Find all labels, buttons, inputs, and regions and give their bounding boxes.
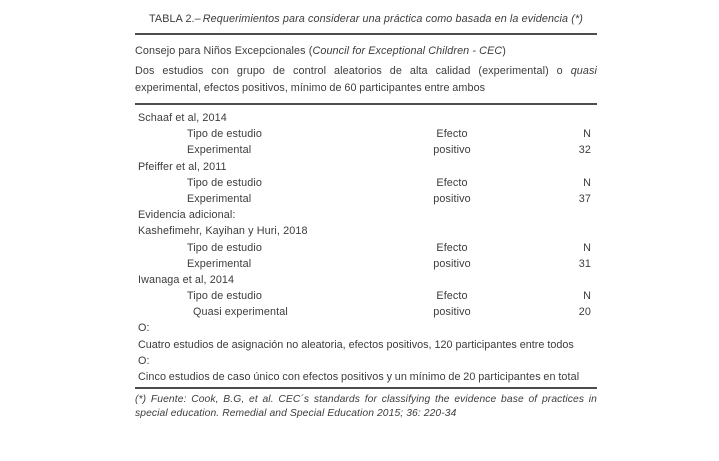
table-row (135, 207, 597, 223)
row-n-value: N (583, 241, 591, 254)
table-row (135, 272, 597, 288)
table-row (135, 110, 597, 126)
table-title-label: TABLA 2.– (149, 13, 201, 25)
row-effect-value: positivo (433, 306, 471, 319)
main-criterion-quasi: quasi (570, 65, 597, 77)
table-row (135, 175, 597, 191)
row-label: Evidencia adicional: (138, 209, 236, 222)
row-n-value: N (583, 290, 591, 303)
row-n-value: 32 (578, 144, 591, 157)
row-n-value: 31 (578, 257, 591, 270)
row-label: Experimental (187, 192, 252, 205)
footnote-citation: (*) Fuente: Cook, B.G, et al. CEC´s standards for classifying the evidence base of practices in special education. Remedial and Special Education 2015; 36: 220-34 (135, 394, 597, 419)
row-label: Tipo de estudio (187, 176, 262, 189)
organization-english-name: Council for Exceptional Children - CEC (312, 45, 503, 57)
row-effect-value: positivo (433, 192, 471, 205)
row-n-value: 37 (578, 192, 591, 205)
row-effect-value: Efecto (436, 290, 468, 303)
main-criterion-line (135, 63, 597, 97)
row-effect-value: Efecto (436, 128, 468, 141)
alternative-criterion-2: Cinco estudios de caso único con efectos positivos y un mínimo de 20 participantes en total (138, 371, 580, 384)
row-label: Tipo de estudio (187, 241, 262, 254)
row-effect-value: positivo (433, 144, 471, 157)
row-n-value: 20 (578, 306, 591, 319)
row-label: Kashefimehr, Kayihan y Huri, 2018 (138, 225, 308, 238)
table-content (135, 8, 597, 420)
alternative-criterion-1: Cuatro estudios de asignación no aleatoria, efectos positivos, 120 participantes entre todos (138, 338, 574, 351)
organization-text: Consejo para Niños Excepcionales ( (135, 45, 313, 57)
table-row (135, 256, 597, 272)
table-title-text: Requerimientos para considerar una práctica como basada en la evidencia (*) (202, 13, 583, 25)
row-n-value: N (583, 176, 591, 189)
studies-table-body (135, 110, 597, 320)
row-label: Quasi experimental (193, 306, 288, 319)
table-row (135, 142, 597, 158)
row-n-value: N (583, 128, 591, 141)
row-label: Experimental (187, 144, 252, 157)
table-row (135, 191, 597, 207)
table-row (135, 240, 597, 256)
divider-middle (135, 103, 597, 105)
table-row (135, 126, 597, 142)
organization-line (135, 43, 597, 60)
row-effect-value: Efecto (436, 176, 468, 189)
or-label: O: (138, 354, 150, 367)
row-label: Schaaf et al, 2014 (138, 112, 227, 124)
row-label: Pfeiffer et al, 2011 (138, 160, 227, 173)
row-label: Tipo de estudio (187, 128, 262, 141)
row-effect-value: positivo (433, 257, 471, 270)
divider-footnote (135, 387, 597, 389)
row-label: Experimental (187, 257, 252, 270)
main-criterion-text-rest: experimental, efectos positivos, mínimo de 60 participantes entre ambos (135, 82, 486, 94)
row-label: Tipo de estudio (187, 290, 262, 303)
or-label: O: (138, 322, 150, 335)
table-row (135, 288, 597, 304)
table-row (135, 159, 597, 175)
organization-text-close: ) (502, 45, 506, 57)
row-effect-value: Efecto (436, 241, 468, 254)
table-row (135, 304, 597, 320)
table-title (135, 8, 597, 27)
divider-top (135, 33, 597, 35)
row-label: Iwanaga et al, 2014 (138, 273, 235, 286)
table-row (135, 223, 597, 239)
main-criterion-text: Dos estudios con grupo de control aleatorios de alta calidad (experimental) o (135, 65, 571, 77)
